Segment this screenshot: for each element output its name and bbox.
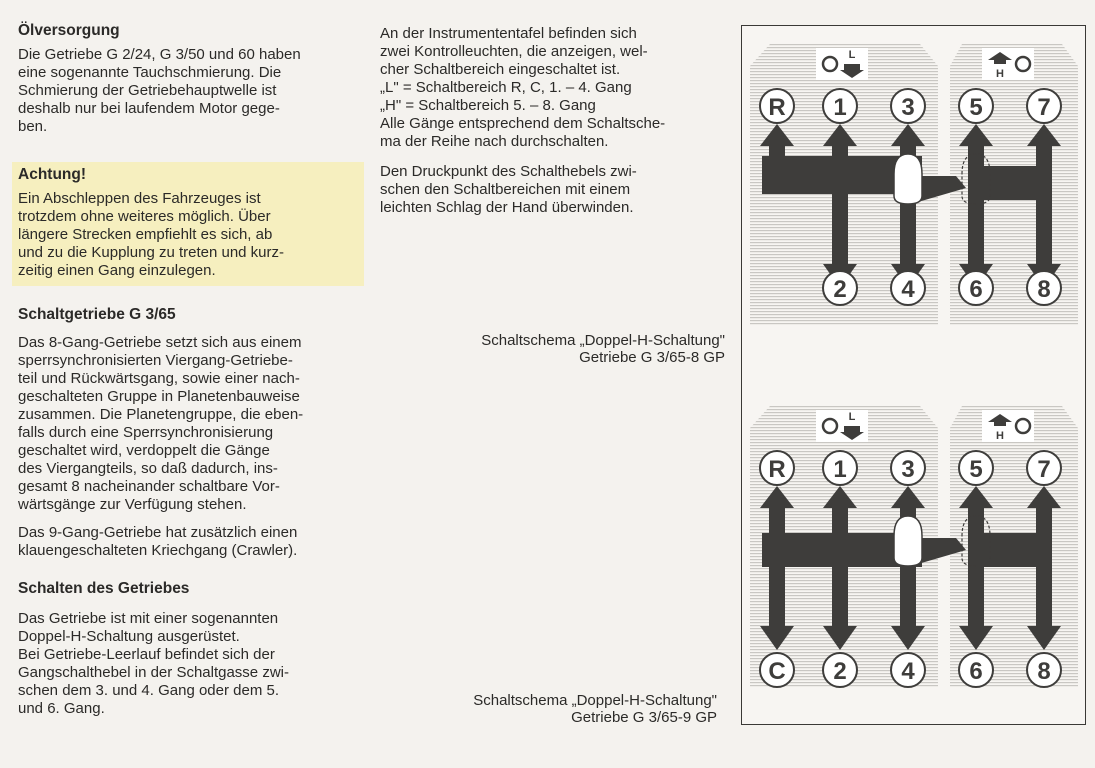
diagram-frame bbox=[741, 25, 1086, 725]
high-range-letter: H bbox=[996, 68, 1004, 80]
lever-knob bbox=[894, 516, 922, 566]
lever-knob bbox=[894, 154, 922, 204]
gear-label: 2 bbox=[833, 658, 847, 685]
gear-label: 1 bbox=[833, 456, 847, 483]
high-range-indicator-icon bbox=[982, 48, 1034, 80]
shift-diagram-8gp bbox=[750, 44, 1078, 326]
caption-diagram-2: Schaltschema „Doppel-H-Schaltung" Getriebe G 3/65-9 GP bbox=[473, 692, 717, 726]
high-range-letter: H bbox=[996, 430, 1004, 442]
warning-heading: Achtung! bbox=[18, 166, 87, 183]
gear-label: R bbox=[768, 94, 786, 121]
low-range-letter: L bbox=[848, 411, 856, 423]
gear-label: 3 bbox=[901, 94, 915, 121]
gear-label: 2 bbox=[833, 276, 847, 303]
pressure-point-text: Den Druckpunkt des Schalthebels zwi- schen den Schaltbereichen mit einem leichten Schlag der Hand überwinden. bbox=[380, 163, 637, 216]
indicator-text: An der Instrumententafel befinden sich zwei Kontrolleuchten, die anzeigen, wel- cher Schaltbereich eingeschaltet ist. „L" = Schaltbereich R, C, 1. – 4. Gang „H" = Schaltbereich 5. – 8. Gang Alle Gänge entsprechend dem Schaltsche- ma der Reihe nach durchschalten. bbox=[380, 25, 666, 150]
gear-label: 4 bbox=[901, 276, 915, 303]
gearbox-text: Das 8-Gang-Getriebe setzt sich aus einem sperrsynchronisierten Viergang-Getriebe- teil und Rückwärtsgang, sowie einer nach- geschalteten Gruppe in Planetenbauweise zusammen. Die Planetengruppe, die eben- falls durch eine Sperrsynchronisierung geschaltet wird, verdoppelt die Gänge des Viergangteils, so daß dadurch, ins- gesamt 8 nacheinander schaltbare Vor- wärtsgänge zur Verfügung stehen. bbox=[18, 334, 304, 513]
gear-label: 8 bbox=[1037, 276, 1051, 303]
gearbox-heading: Schaltgetriebe G 3/65 bbox=[18, 306, 176, 323]
crawler-text: Das 9-Gang-Getriebe hat zusätzlich einen klauengeschalteten Kriechgang (Crawler). bbox=[18, 524, 298, 559]
gear-label: 4 bbox=[901, 658, 915, 685]
gear-label: C bbox=[768, 658, 786, 685]
shifting-heading: Schalten des Getriebes bbox=[18, 580, 190, 597]
gear-label: 7 bbox=[1037, 456, 1051, 483]
caption-diagram-1: Schaltschema „Doppel-H-Schaltung" Getriebe G 3/65-8 GP bbox=[481, 332, 725, 366]
shift-diagram-9gp bbox=[750, 406, 1078, 688]
gear-label: 5 bbox=[969, 94, 983, 121]
gear-label: 6 bbox=[969, 658, 983, 685]
gear-label: 6 bbox=[969, 276, 983, 303]
shift-diagrams bbox=[742, 26, 1084, 723]
gear-label: 1 bbox=[833, 94, 847, 121]
warning-box bbox=[12, 162, 364, 286]
low-range-letter: L bbox=[848, 49, 856, 61]
oil-supply-text: Die Getriebe G 2/24, G 3/50 und 60 haben eine sogenannte Tauchschmierung. Die Schmierung der Getriebehauptwelle ist deshalb nur bei laufendem Motor gege- ben. bbox=[18, 46, 301, 135]
gear-label: 8 bbox=[1037, 658, 1051, 685]
gear-label: 5 bbox=[969, 456, 983, 483]
oil-supply-heading: Ölversorgung bbox=[18, 22, 120, 39]
gear-label: 3 bbox=[901, 456, 915, 483]
high-range-indicator-icon bbox=[982, 410, 1034, 442]
gear-arrows-low bbox=[760, 486, 925, 650]
shifting-text: Das Getriebe ist mit einer sogenannten Doppel-H-Schaltung ausgerüstet. Bei Getriebe-Leerlauf befindet sich der Gangschalthebel in der Schaltgasse zwi- schen dem 3. und 4. Gang oder dem 5. und 6. Gang. bbox=[18, 610, 289, 717]
gear-label: 7 bbox=[1037, 94, 1051, 121]
warning-text: Ein Abschleppen des Fahrzeuges ist trotzdem ohne weiteres möglich. Über längere Strecken empfiehlt es sich, ab und zu die Kupplung zu treten und kurz- zeitig einen Gang einzulegen. bbox=[18, 190, 285, 279]
gear-label: R bbox=[768, 456, 786, 483]
middle-column bbox=[380, 25, 730, 217]
left-column bbox=[18, 22, 363, 718]
